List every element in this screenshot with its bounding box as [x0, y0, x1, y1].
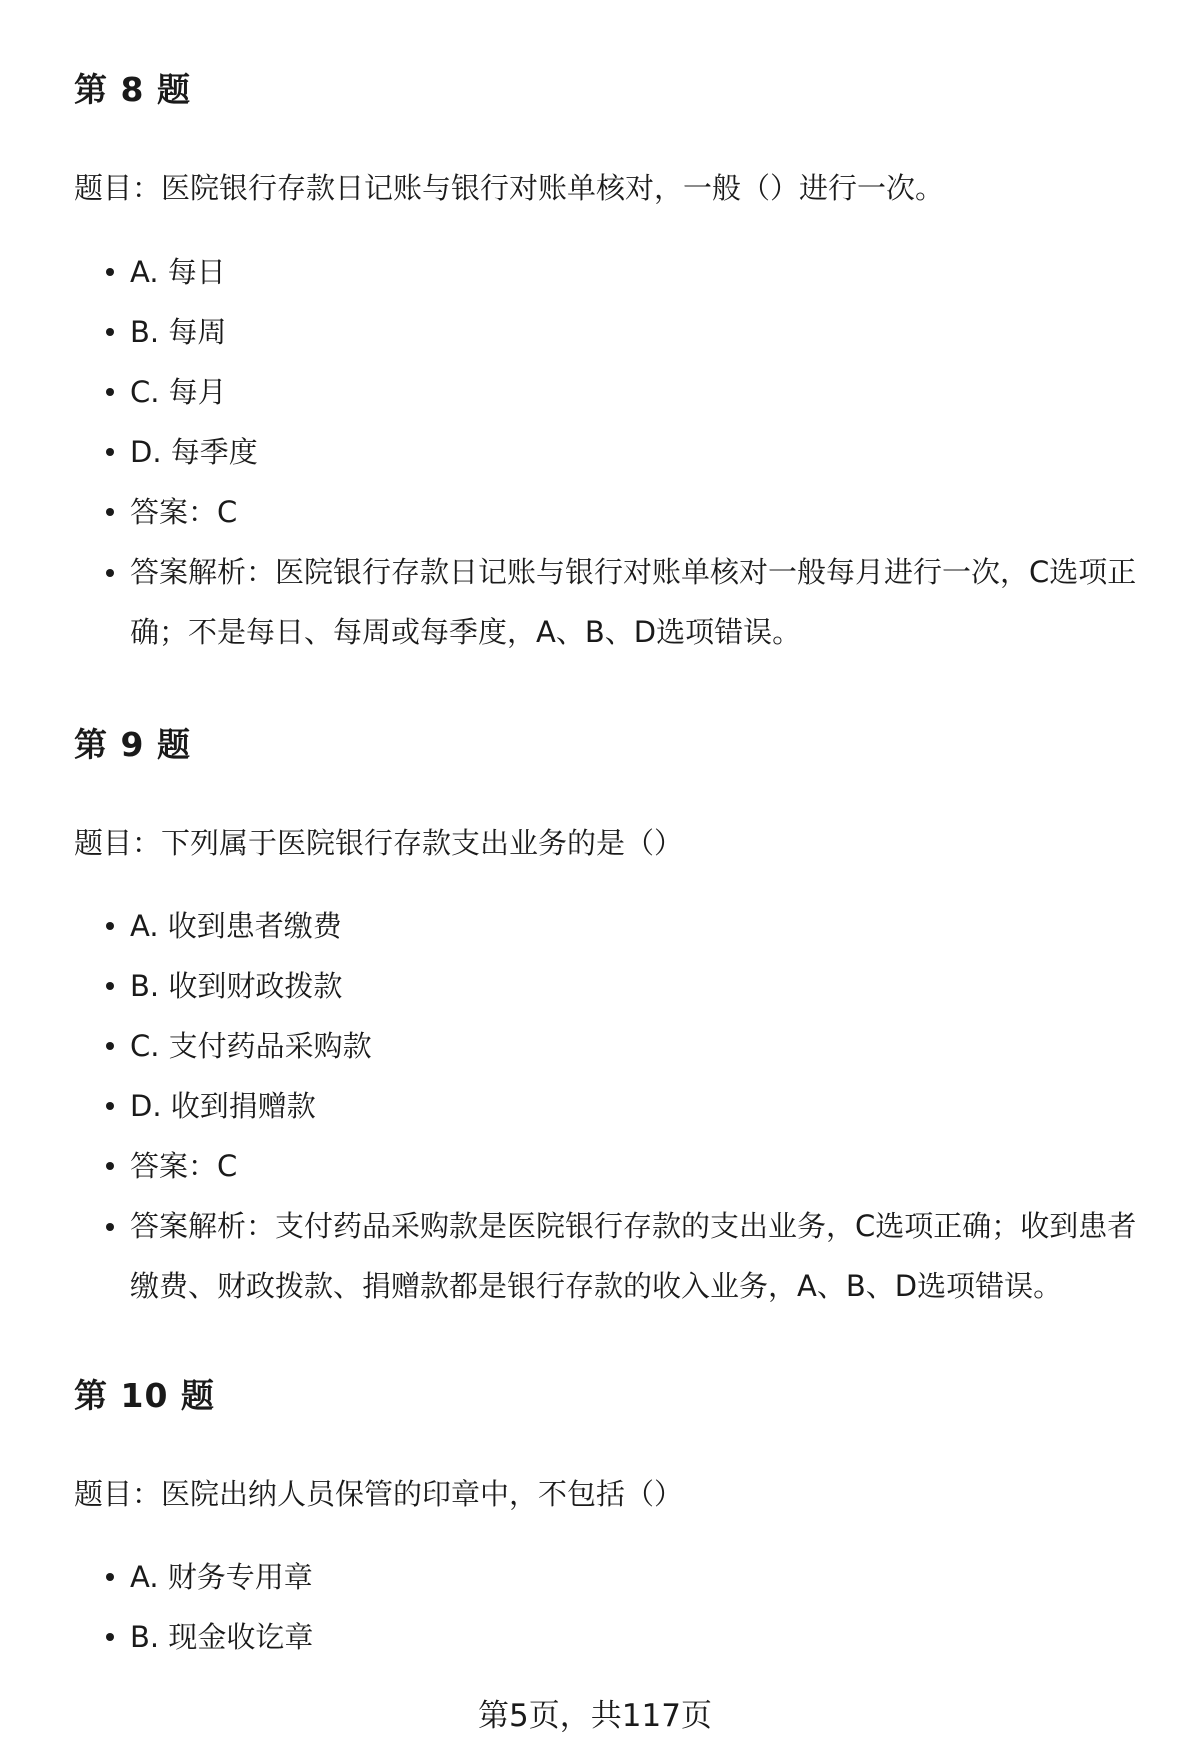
answer-analysis: 答案解析：支付药品采购款是医院银行存款的支出业务，C选项正确；收到患者缴费、财政拨款、捐赠款都是银行存款的收入业务，A、B、D选项错误。: [130, 1209, 1137, 1303]
bullet-icon: [106, 388, 114, 396]
bullet-icon: [106, 922, 114, 930]
bullet-icon: [106, 1102, 114, 1110]
option-d: D. 收到捐赠款: [130, 1089, 316, 1123]
option-list: [74, 906, 1154, 1336]
question-10: [74, 1374, 1154, 1654]
page-footer: 第5页，共117页: [478, 1698, 712, 1734]
question-stem: 题目：医院银行存款日记账与银行对账单核对，一般（）进行一次。: [74, 171, 945, 205]
list-item: [74, 252, 1154, 292]
option-c: C. 每月: [130, 375, 227, 409]
option-c: C. 支付药品采购款: [130, 1029, 372, 1063]
list-item: [74, 906, 1154, 946]
question-9: [74, 723, 1154, 1303]
bullet-icon: [106, 1223, 114, 1231]
question-stem: 题目：下列属于医院银行存款支出业务的是（）: [74, 826, 684, 860]
option-a: A. 收到患者缴费: [130, 909, 342, 943]
option-b: B. 收到财政拨款: [130, 969, 343, 1003]
option-b: B. 每周: [130, 315, 227, 349]
bullet-icon: [106, 508, 114, 516]
bullet-icon: [106, 268, 114, 276]
bullet-icon: [106, 569, 114, 577]
option-d: D. 每季度: [130, 435, 258, 469]
list-item: [74, 1026, 1154, 1066]
list-item: [74, 1086, 1154, 1126]
bullet-icon: [106, 982, 114, 990]
list-item: [74, 312, 1154, 352]
answer: 答案：C: [130, 1149, 238, 1183]
list-item: [74, 1617, 1154, 1657]
list-item: [74, 1146, 1154, 1186]
list-item: [74, 492, 1154, 532]
bullet-icon: [106, 1162, 114, 1170]
bullet-icon: [106, 1633, 114, 1641]
answer: 答案：C: [130, 495, 238, 529]
option-a: A. 每日: [130, 255, 226, 289]
list-item: [74, 432, 1154, 472]
option-list: [74, 252, 1154, 682]
option-b: B. 现金收讫章: [130, 1620, 314, 1654]
answer-analysis: 答案解析：医院银行存款日记账与银行对账单核对一般每月进行一次，C选项正确；不是每日、每周或每季度，A、B、D选项错误。: [130, 555, 1137, 649]
list-item: [74, 1557, 1154, 1597]
question-heading: 第 8 题: [74, 70, 191, 109]
bullet-icon: [106, 448, 114, 456]
list-item: [74, 542, 1154, 662]
bullet-icon: [106, 1573, 114, 1581]
list-item: [74, 372, 1154, 412]
list-item: [74, 966, 1154, 1006]
question-heading: 第 9 题: [74, 725, 191, 764]
option-list: [74, 1557, 1154, 1677]
option-a: A. 财务专用章: [130, 1560, 313, 1594]
bullet-icon: [106, 328, 114, 336]
bullet-icon: [106, 1042, 114, 1050]
question-heading: 第 10 题: [74, 1376, 215, 1415]
question-stem: 题目：医院出纳人员保管的印章中，不包括（）: [74, 1477, 684, 1511]
question-8: [74, 68, 1154, 649]
list-item: [74, 1196, 1154, 1316]
